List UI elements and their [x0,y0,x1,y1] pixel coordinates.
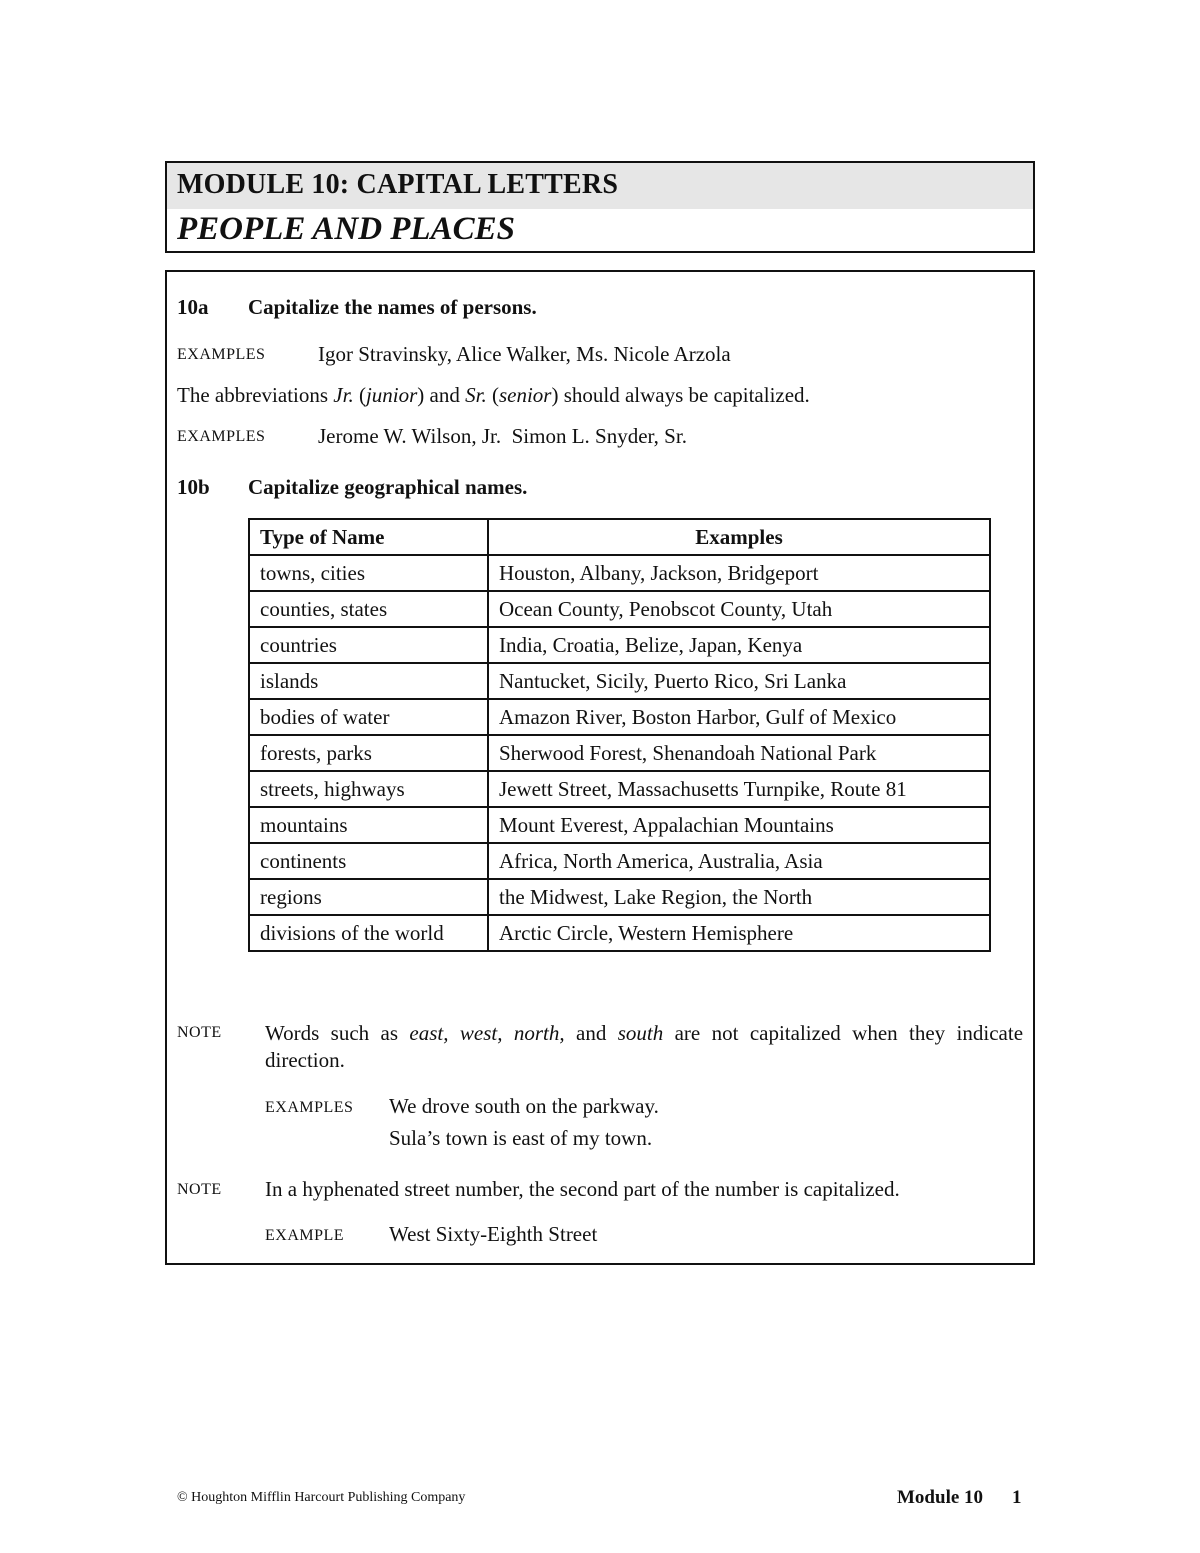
examples-abbrev: Jerome W. Wilson, Jr. Simon L. Snyder, Sr. [318,424,687,448]
table-cell-examples: Ocean County, Penobscot County, Utah [488,591,990,627]
table-cell-examples: Houston, Albany, Jackson, Bridgeport [488,555,990,591]
table-cell-examples: Amazon River, Boston Harbor, Gulf of Mexico [488,699,990,735]
table-cell-examples: Sherwood Forest, Shenandoah National Park [488,735,990,771]
table-cell-examples: the Midwest, Lake Region, the North [488,879,990,915]
examples-persons: Igor Stravinsky, Alice Walker, Ms. Nicole Arzola [318,342,731,366]
table-cell-type: towns, cities [249,555,488,591]
module-subtitle: PEOPLE AND PLACES [177,211,515,247]
table-row [249,879,990,915]
note-label-hyphen: NOTE [177,1181,222,1198]
table-cell-type: countries [249,627,488,663]
examples-label-direction: EXAMPLES [265,1099,354,1116]
examples-label-abbrev: EXAMPLES [177,428,266,445]
table-row [249,627,990,663]
table-row [249,807,990,843]
rule-10a-text: Capitalize the names of persons. [248,295,537,319]
table-row [249,735,990,771]
table-row [249,699,990,735]
table-cell-examples: Arctic Circle, Western Hemisphere [488,915,990,951]
table-cell-type: islands [249,663,488,699]
geographical-names-table [248,518,991,952]
table-cell-type: counties, states [249,591,488,627]
table-row [249,555,990,591]
table-header-type: Type of Name [249,519,488,555]
footer-module: Module 10 [897,1487,984,1508]
table-cell-type: streets, highways [249,771,488,807]
example-hyphen: West Sixty-Eighth Street [389,1222,598,1246]
table-cell-examples: Nantucket, Sicily, Puerto Rico, Sri Lanka [488,663,990,699]
table-row [249,915,990,951]
rule-10a-label: 10a [177,295,209,319]
note-direction-text: Words such as east, west, north, and south are not capitalized when they indicate direction. [265,1021,1024,1072]
content-box [165,270,1035,1265]
table-header-examples: Examples [488,519,990,555]
note-label-direction: NOTE [177,1024,222,1041]
rule-10b-label: 10b [177,475,210,499]
table-cell-examples: Mount Everest, Appalachian Mountains [488,807,990,843]
table-cell-type: divisions of the world [249,915,488,951]
module-title-box [165,161,1035,253]
table-cell-type: continents [249,843,488,879]
table-row [249,843,990,879]
rule-10b-text: Capitalize geographical names. [248,475,528,499]
module-title: MODULE 10: CAPITAL LETTERS [167,163,1033,209]
example-direction-2: Sula’s town is east of my town. [389,1126,653,1150]
table-cell-type: mountains [249,807,488,843]
table-row [249,591,990,627]
table-row [249,663,990,699]
table-cell-examples: India, Croatia, Belize, Japan, Kenya [488,627,990,663]
table-cell-type: forests, parks [249,735,488,771]
examples-label-persons: EXAMPLES [177,346,266,363]
example-direction-1: We drove south on the parkway. [389,1094,659,1118]
table-row [249,771,990,807]
note-hyphen-text: In a hyphenated street number, the second part of the number is capitalized. [265,1177,900,1201]
table-cell-type: bodies of water [249,699,488,735]
example-label-hyphen: EXAMPLE [265,1227,345,1244]
table-cell-type: regions [249,879,488,915]
abbreviation-sentence: The abbreviations Jr. (junior) and Sr. (senior) should always be capitalized. [177,383,810,407]
table-cell-examples: Jewett Street, Massachusetts Turnpike, Route 81 [488,771,990,807]
footer-page-number: 1 [1012,1487,1022,1508]
footer-copyright: © Houghton Mifflin Harcourt Publishing Company [177,1490,466,1505]
table-header-row [249,519,990,555]
table-cell-examples: Africa, North America, Australia, Asia [488,843,990,879]
